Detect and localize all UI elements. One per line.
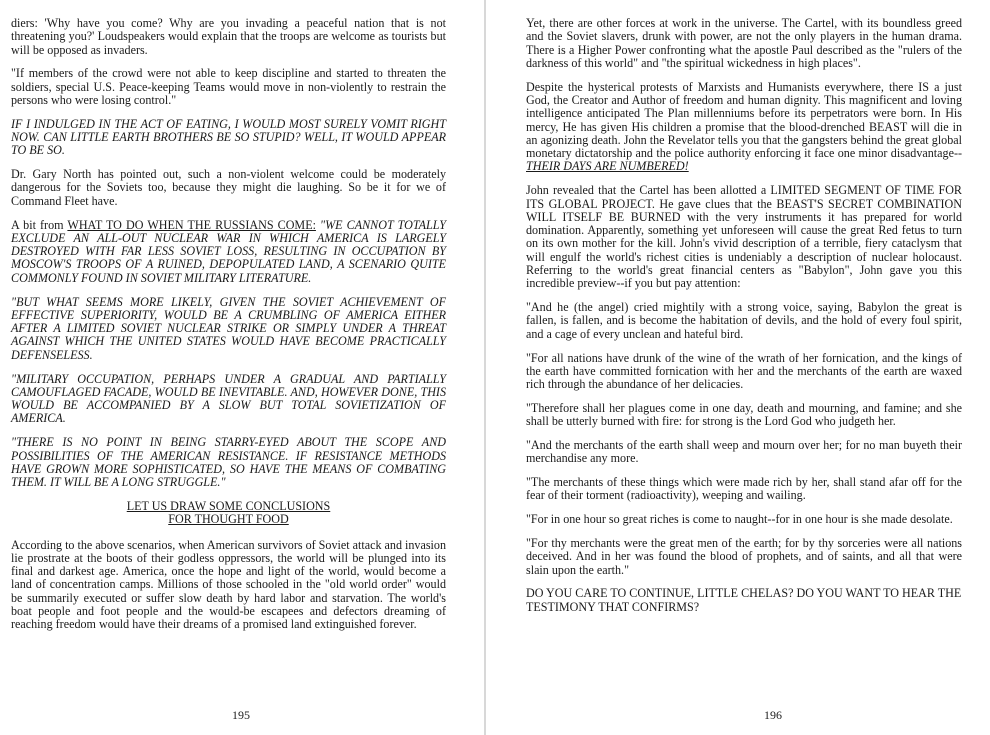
scripture-quote: "Therefore shall her plagues come in one day, death and mourning, and famine; and she shall be utterly burned with fire: for strong is the Lord God who judgeth her. xyxy=(526,400,962,429)
right-page-text xyxy=(526,17,962,624)
scripture-quote: "And he (the angel) cried mightily with a strong voice, saying, Babylon the great is fallen, is fallen, and is become the habitation of devils, and the hold of every foul spirit, and a cage of every unclean and hateful bird. xyxy=(526,300,962,341)
mixed-paragraph xyxy=(11,219,446,285)
paragraph: diers: 'Why have you come? Why are you invading a peaceful nation that is not threatening you?' Loudspeakers would explain that the troops are welcome as tourists but will be opposed as invaders. xyxy=(11,16,446,57)
left-page xyxy=(0,0,485,735)
heading-line-2: FOR THOUGHT FOOD xyxy=(168,512,289,527)
scripture-quote: "For all nations have drunk of the wine of the wrath of her fornication, and the kings of the earth have committed fornication with her and the merchants of the earth are waxed rich through the abundance of her delicacies. xyxy=(526,350,962,392)
scripture-quote: "For thy merchants were the great men of the earth; for by thy sorceries were all nations deceived. And in her was found the blood of prophets, and of saints, and all that were slain upon the earth." xyxy=(526,536,962,577)
scripture-quote: "And the merchants of the earth shall weep and mourn over her; for no man buyeth their merchandise any more. xyxy=(526,438,962,466)
right-page xyxy=(486,0,990,735)
closing-question: DO YOU CARE TO CONTINUE, LITTLE CHELAS? DO YOU WANT TO HEAR THE TESTIMONY THAT CONFIRMS? xyxy=(526,586,962,614)
scripture-quote: "The merchants of these things which were made rich by her, shall stand afar off for the fear of their torment (radioactivity), weeping and wailing. xyxy=(526,475,962,503)
heading-line-1: LET US DRAW SOME CONCLUSIONS xyxy=(126,498,331,513)
paragraph xyxy=(526,81,962,174)
scripture-quote: "For in one hour so great riches is come to naught--for in one hour is she made desolate. xyxy=(526,512,953,527)
italic-paragraph: "THERE IS NO POINT IN BEING STARRY-EYED ABOUT THE SCOPE AND POSSIBILITIES OF THE AMERICAN RESISTANCE. IF RESISTANCE METHODS HAVE GROWN MORE SOPHISTICATED, SO HAVE THE MEANS OF COMBATING THEM. IT WILL BE A LONG STRUGGLE." xyxy=(11,435,446,490)
paragraph-lead: A bit from xyxy=(11,217,68,232)
italic-paragraph: IF I INDULGED IN THE ACT OF EATING, I WOULD MOST SURELY VOMIT RIGHT NOW. CAN LITTLE EARTH BROTHERS BE SO STUPID? WELL, IT WOULD APPEAR TO BE SO. xyxy=(11,116,446,158)
italic-paragraph: "BUT WHAT SEEMS MORE LIKELY, GIVEN THE SOVIET ACHIEVEMENT OF EFFECTIVE SUPERIORITY, WOULD BE A CRUMBLING OF AMERICA EITHER AFTER A LIMITED SOVIET NUCLEAR STRIKE OR SIMPLY UNDER A THREAT AGAINST WHICH THE UNITED STATES WOULD HAVE BECOME PRACTICALLY DEFENSELESS. xyxy=(11,294,446,362)
emphasized-text: THEIR DAYS ARE NUMBERED! xyxy=(526,159,689,174)
paragraph: Dr. Gary North has pointed out, such a non-violent welcome could be moderately dangerous for the Soviets too, because they might die laughing. So be it for we of Command Fleet have. xyxy=(11,167,446,208)
paragraph: John revealed that the Cartel has been allotted a LIMITED SEGMENT OF TIME FOR ITS GLOBAL PROJECT. He gave clues that the BEAST'S SECRET COMBINATION WILL ITSELF BE BURNED with the very instruments it has prepared for world domination. Apparently, something yet unforeseen will cause the great Red fetus to turn on its own mother for the kill. John's vivid description of a terrible, fiery cataclysm that will engulf the world's richest cities is undeniably a description of nuclear holocaust. Referring to the world's great financial centers as "Babylon", John gave you this incredible preview--if you but pay attention: xyxy=(526,183,962,291)
paragraph-text: Despite the hysterical protests of Marxists and Humanists everywhere, there IS a just God, the Creator and Author of freedom and human dignity. This magnificent and loving intelligence anticipated The Plan millenniums before its perpetrators were born. In His mercy, He has given His children a promise that the blood-drenched BEAST will die in an agonizing death. John the Revelator tells you that the gangsters behind the great global monetary dictatorship and the police authority enforcing it face one minor disadvantage-- xyxy=(526,79,962,161)
paragraph: Yet, there are other forces at work in the universe. The Cartel, with its boundless greed and the Soviet slavers, drunk with power, are not the only players in the human drama. There is a Higher Power confronting what the apostle Paul described as the "rulers of the darkness of this world" and "the spiritual wickedness in high places". xyxy=(526,16,962,70)
italic-paragraph: "MILITARY OCCUPATION, PERHAPS UNDER A GRADUAL AND PARTIALLY CAMOUFLAGED FACADE, WOULD BE INEVITABLE. AND, HOWEVER DONE, THIS WOULD BE ACCOMPANIED BY A SLOW BUT TOTAL SOVIETIZATION OF AMERICA. xyxy=(11,371,446,426)
left-page-text xyxy=(11,17,446,642)
closing-paragraph: According to the above scenarios, when American survivors of Soviet attack and invasion lie prostrate at the boots of their godless oppressors, the world will be plunged into its final and darkest age. America, once the hope and light of the world, would become a land of concentration camps. Millions of those schooled in the "old world order" would be summarily executed or suffer slow death by hard labor and starvation. The world's boat people and foot people and the would-be escapees and defectors dreaming of reaching freedom would have their dreams of a promised land extinguished forever. xyxy=(11,537,446,632)
italic-quote: "WE CANNOT TOTALLY EXCLUDE AN ALL-OUT NUCLEAR WAR IN WHICH AMERICA IS LARGELY DESTROYED WITH FAR LESS SOVIET LOSS, RESULTING IN OCCUPATION BY MOSCOW'S TROOPS OF A RUINED, DEPOPULATED LAND, A SCENARIO QUITE COMMONLY FOUND IN SOVIET MILITARY LITERATURE. xyxy=(11,217,446,285)
page-number: 196 xyxy=(764,708,782,722)
paragraph: "If members of the crowd were not able to keep discipline and started to threaten the soldiers, special U.S. Peace-keeping Teams would move in non-violently to restrain the persons who were losing control." xyxy=(11,66,446,107)
page-number: 195 xyxy=(232,708,250,722)
underlined-title: WHAT TO DO WHEN THE RUSSIANS COME: xyxy=(67,217,316,232)
section-heading xyxy=(11,500,446,527)
